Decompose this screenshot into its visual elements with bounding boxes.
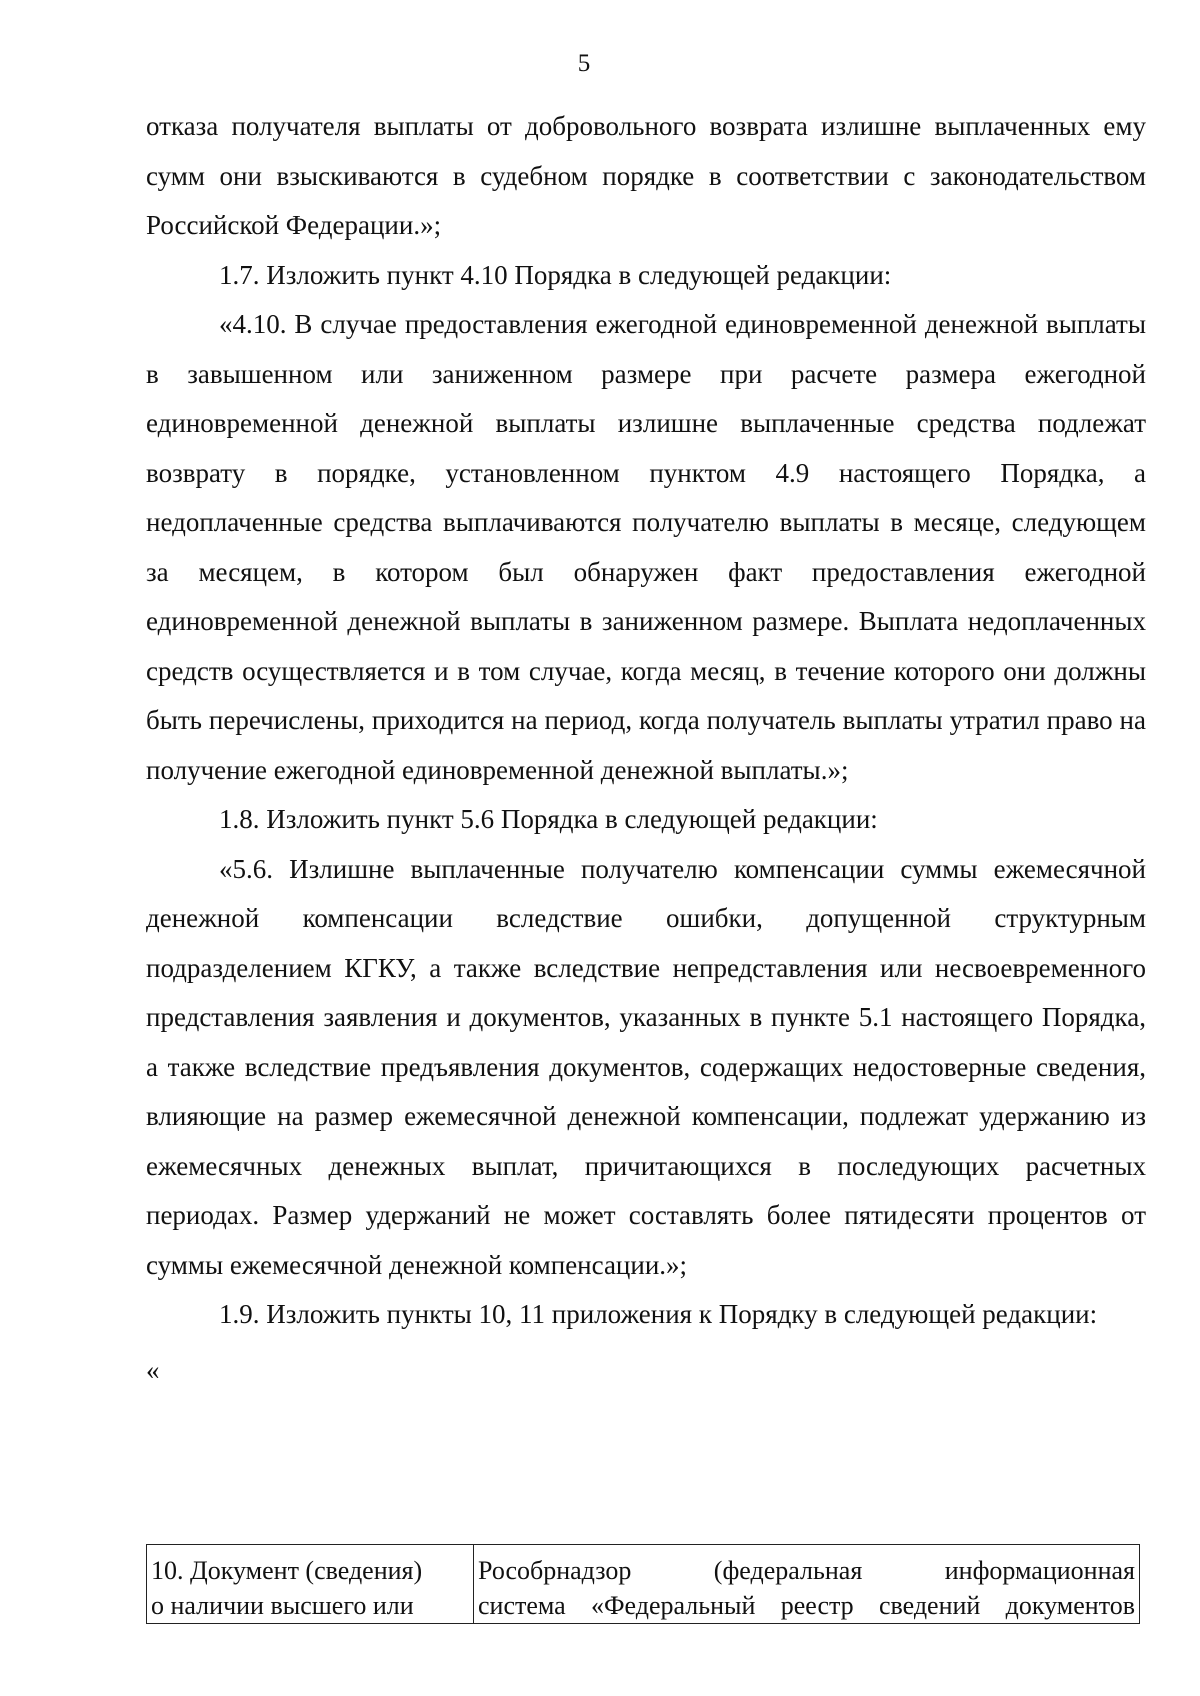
cell-text-line: Рособрнадзор (федеральная информационная (478, 1556, 1135, 1585)
opening-quote-mark: « (146, 1354, 160, 1385)
appendix-table (146, 1544, 1140, 1624)
paragraph-item-1-8: 1.8. Изложить пункт 5.6 Порядка в следующей редакции: (219, 804, 878, 834)
cell-text-line: система «Федеральный реестр сведений документов (478, 1591, 1135, 1620)
paragraph-item-1-7: 1.7. Изложить пункт 4.10 Порядка в следующей редакции: (219, 259, 892, 290)
paragraph-clause-5-6: «5.6. Излишне выплаченные получателю компенсации суммы ежемесячной денежной компенсации вследствие ошибки, допущенной структурным подразделением КГКУ, а также вследствие непредставления или несвоевременного представления заявления и документов, указанных в пункте 5.1 настоящего Порядка, а также вследствие предъявления документов, содержащих недостоверные сведения, влияющие на размер ежемесячной денежной компенсации, подлежат удержанию из ежемесячных денежных выплат, причитающихся в последующих расчетных периодах. Размер удержаний не может составлять более пятидесяти процентов от суммы ежемесячной денежной компенсации.»; (146, 853, 1146, 1280)
paragraph-item-1-9: 1.9. Изложить пункты 10, 11 приложения к Порядку в следующей редакции: (219, 1299, 1098, 1329)
paragraph-continuation: отказа получателя выплаты от добровольного возврата излишне выплаченных ему сумм они взыскиваются в судебном порядке в соответствии с законодательством Российской Федерации.»; (146, 111, 1146, 240)
cell-text-line: 10. Документ (сведения) (151, 1556, 423, 1585)
table-cell-source (474, 1545, 1140, 1624)
paragraph-clause-4-10: «4.10. В случае предоставления ежегодной единовременной денежной выплаты в завышенном или заниженном размере при расчете размера ежегодной единовременной денежной выплаты излишне выплаченные средства подлежат возврату в порядке, установленном пунктом 4.9 настоящего Порядка, а недоплаченные средства выплачиваются получателю выплаты в месяце, следующем за месяцем, в котором был обнаружен факт предоставления ежегодной единовременной денежной выплаты в заниженном размере. Выплата недоплаченных средств осуществляется и в том случае, когда месяц, в течение которого они должны быть перечислены, приходится на период, когда получатель выплаты утратил право на получение ежегодной единовременной денежной выплаты.»; (146, 309, 1146, 785)
page-number: 5 (577, 50, 591, 77)
document-body (146, 102, 1146, 1389)
table-cell-document (147, 1545, 474, 1624)
table-row (147, 1545, 1140, 1624)
cell-text-line: о наличии высшего или (151, 1591, 414, 1620)
